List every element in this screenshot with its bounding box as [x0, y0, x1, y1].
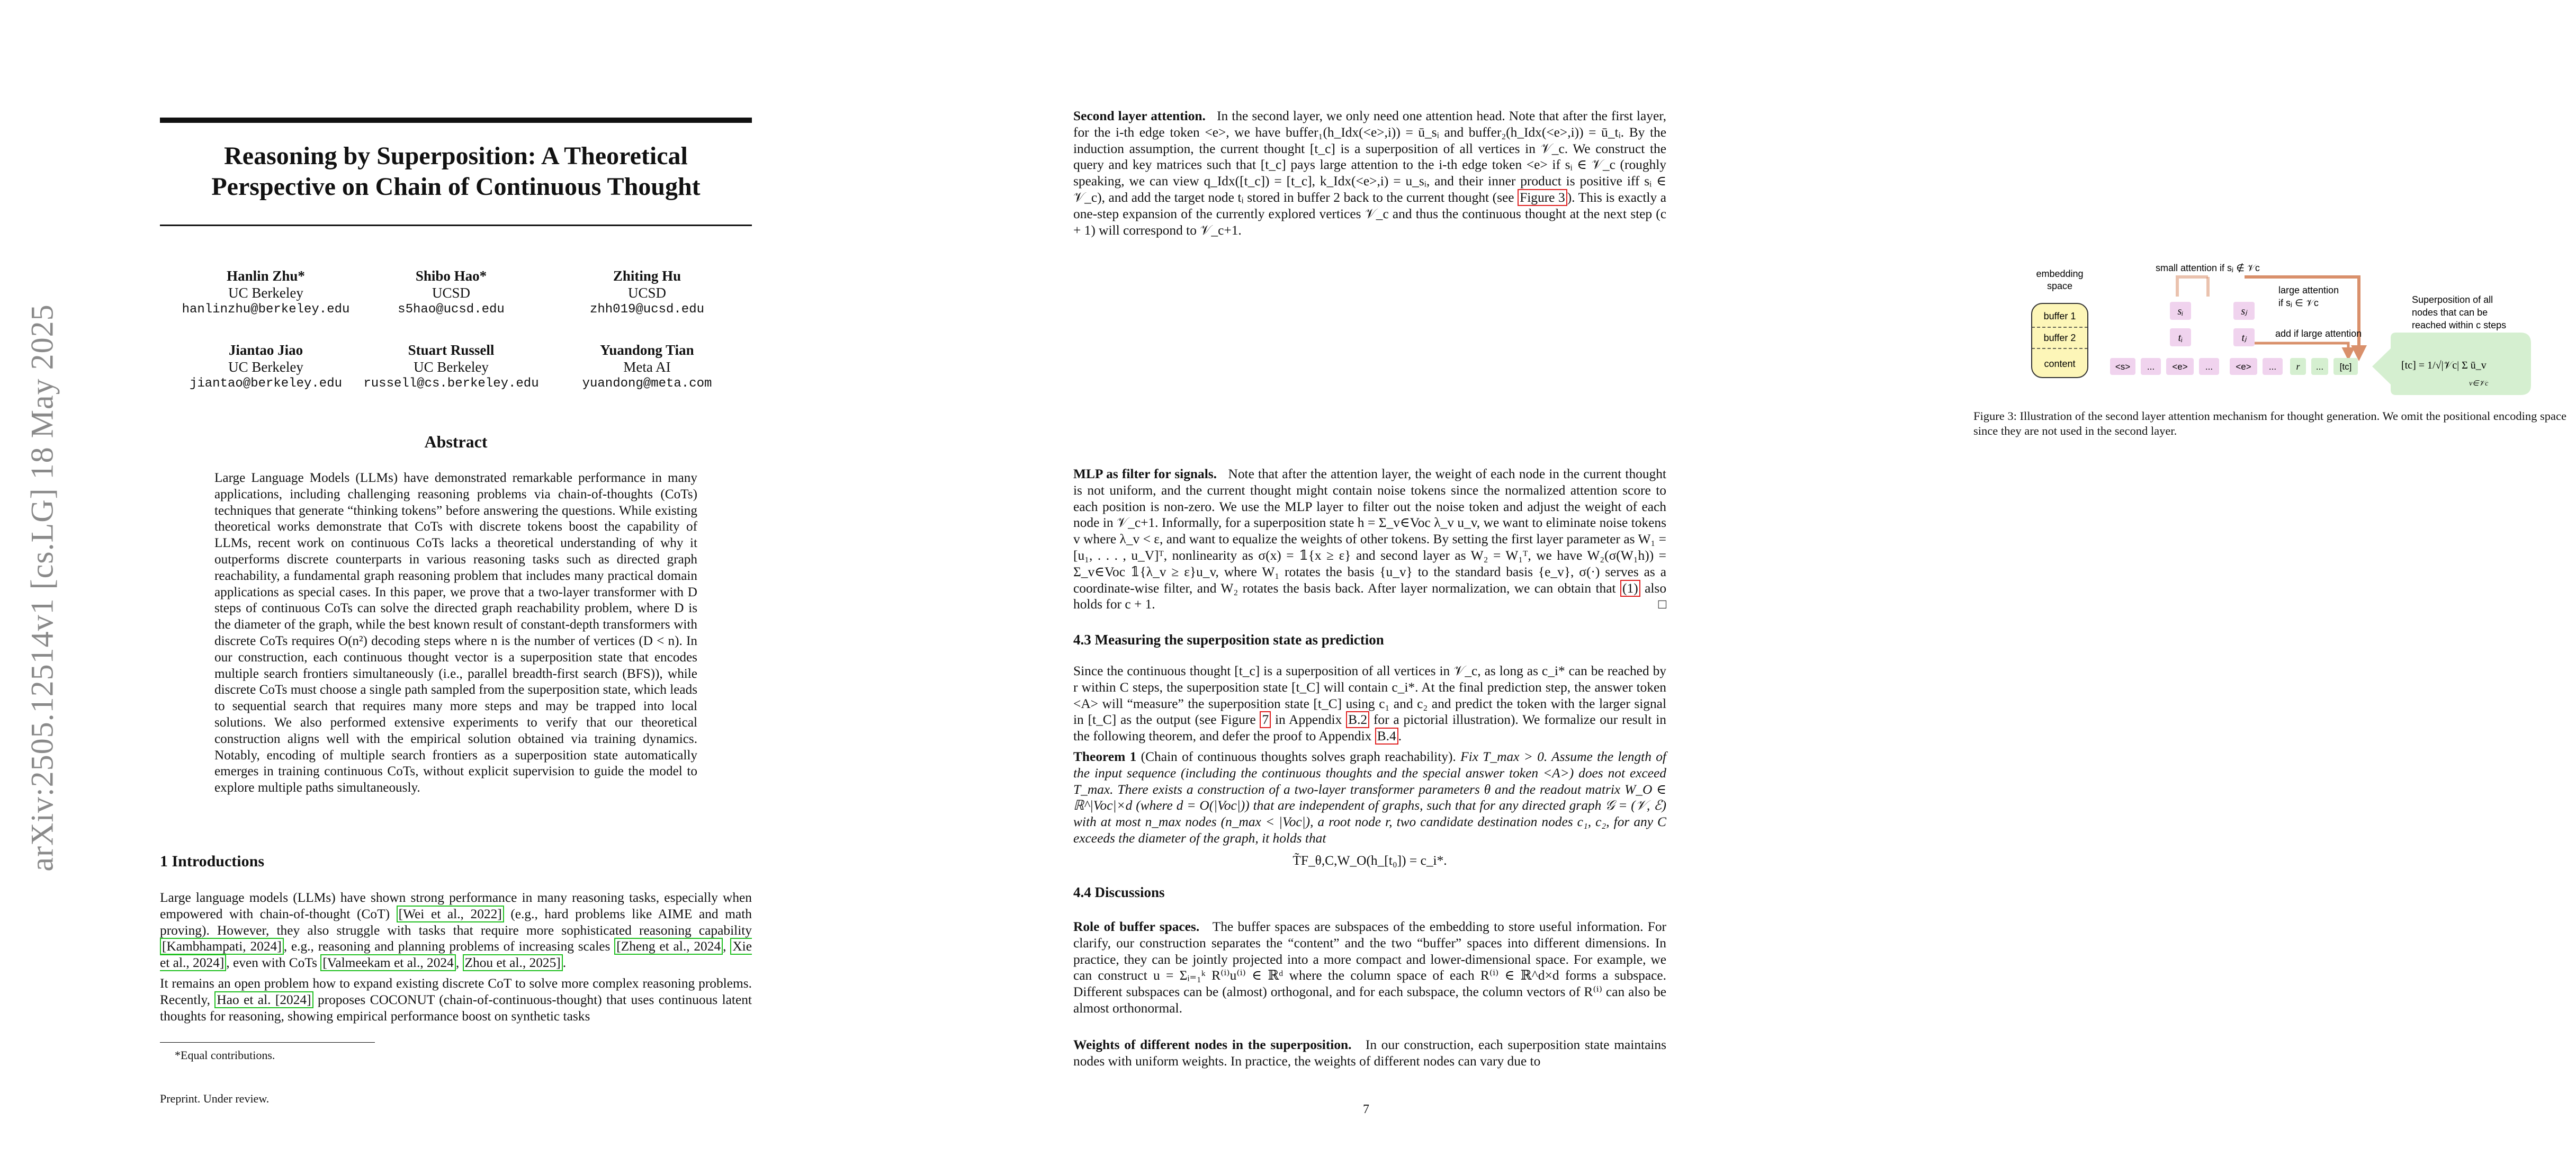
- author-email: hanlinzhu@berkeley.edu: [182, 302, 350, 317]
- intro-paragraph-2: It remains an open problem how to expand existing discrete CoT to solve more complex reasoning problems. Recently, Hao et al. [2024] proposes COCONUT (chain-of-continuous-thought) that uses continuous latent thoughts for reasoning, showing empirical performance boost on synthetic tasks: [160, 976, 752, 1024]
- citation-link[interactable]: Hao et al. [2024]: [214, 991, 313, 1008]
- embedding-label: embedding: [2036, 268, 2084, 279]
- svg-text:[tc]: [tc]: [2339, 362, 2352, 372]
- paper-title: [160, 141, 752, 202]
- author-name: Jiantao Jiao: [228, 342, 303, 358]
- mlp-paragraph: MLP as filter for signals. Note that after the attention layer, the weight of each node in the current thought is not uniform, and the current thought might contain noise tokens since the normalized attention score to each position is non-zero. We use the MLP layer to filter out the noise token and adjust the weight of each node in 𝒱_c+1. Informally, for a superposition state h = Σ_v∈Voc λ_v u_v, we want to eliminate noise tokens v where λ_v < ε, and want to equalize the weights of other tokens. By setting the first layer parameter as W₁ = [u₁, . . . , u_V]ᵀ, nonlinearity as σ(x) = 𝟙{x ≥ ε} and second layer as W₂ = W₁ᵀ, we have W₂(σ(W₁h)) = Σ_v∈Voc 𝟙{λ_v ≥ ε}u_v, where W₁ rotates the basis {u_v} to the standard basis {e_v}, σ(·) serves as a coordinate-wise filter, and W₂ rotates the basis back. After layer normalization, we can obtain that (1) also holds for c + 1. □: [1073, 467, 1667, 612]
- citation-link[interactable]: [Kambhampati, 2024]: [160, 938, 284, 955]
- svg-text:...: ...: [2147, 362, 2155, 372]
- author-name: Hanlin Zhu*: [227, 268, 305, 284]
- equation-reference-link[interactable]: (1): [1620, 580, 1640, 597]
- arxiv-stamp: [16, 304, 69, 872]
- left-page: [0, 0, 900, 1165]
- small-attention-label: small attention if sⱼ ∉ 𝒱c: [2156, 263, 2260, 273]
- author-block: [546, 267, 748, 318]
- add-arrow: [2255, 343, 2348, 358]
- figure-3-caption: Figure 3: Illustration of the second layer attention mechanism for thought generation. We omit the positional encoding space since they are not used in the second layer.: [1973, 409, 2566, 437]
- svg-text:<e>: <e>: [2236, 362, 2251, 372]
- embedding-label: space: [2047, 281, 2073, 291]
- svg-text:...: ...: [2205, 362, 2213, 372]
- svg-text:sⱼ: sⱼ: [2241, 306, 2247, 317]
- author-block: [351, 342, 552, 392]
- footnote-rule: [160, 1042, 375, 1043]
- author-affiliation: UC Berkeley: [228, 285, 303, 301]
- add-label: add if large attention: [2275, 328, 2362, 339]
- sec43-paragraph: Since the continuous thought [t_c] is a superposition of all vertices in 𝒱_c, as long as c_i* can be reached by r within C steps, the superposition state [t_C] will contain c_i*. At the final prediction step, the answer token <A> will “measure” the superposition state [t_C] using c₁ and c₂ and predict the token with the larger signal in [t_C] as the output (see Figure 7 in Appendix B.2 for a pictorial illustration). We formalize our result in the following theorem, and defer the proof to Appendix B.4 .: [1073, 664, 1666, 744]
- citation-link[interactable]: [Wei et al., 2022]: [397, 906, 504, 922]
- small-attention-arrow: [2177, 277, 2208, 297]
- page-number: 7: [1363, 1103, 1369, 1116]
- title-top-rule: [160, 118, 752, 123]
- preprint-note: Preprint. Under review.: [160, 1092, 270, 1105]
- appendix-reference-link[interactable]: B.4: [1375, 728, 1398, 745]
- citation-link[interactable]: Zhou et al., 2025]: [463, 954, 563, 971]
- author-affiliation: UCSD: [627, 285, 667, 301]
- weights-paragraph: Weights of different nodes in the superposition. In our construction, each superposition state maintains nodes with uniform weights. In practice, the weights of different nodes can vary due to: [1073, 1037, 1666, 1069]
- author-email: s5hao@ucsd.edu: [398, 302, 505, 317]
- citation-link[interactable]: Xie et al., 2024]: [160, 939, 752, 971]
- section-heading: 4.3 Measuring the superposition state as prediction: [1073, 632, 1384, 648]
- superposition-label: nodes that can be: [2412, 307, 2488, 318]
- svg-text:...: ...: [2315, 362, 2324, 372]
- author-block: [546, 342, 748, 392]
- svg-text:<s>: <s>: [2115, 362, 2131, 372]
- author-affiliation: UC Berkeley: [228, 359, 303, 375]
- figure-3-diagram: [2025, 258, 2576, 401]
- arxiv-identifier: arXiv:2505.12514v1 [cs.LG] 18 May 2025: [24, 304, 60, 872]
- appendix-reference-link[interactable]: B.2: [1346, 711, 1369, 728]
- figure-reference-link[interactable]: Figure 3: [1518, 189, 1567, 206]
- superposition-formula: [tc] = 1/√|𝒱c| Σ ū_v: [2401, 360, 2487, 371]
- theorem-equation: T̃F_θ,C,W_O(h_[t₀]) = c_i*.: [1293, 853, 1447, 868]
- qed-symbol: □: [1658, 597, 1666, 612]
- intro-paragraph-1: Large language models (LLMs) have shown strong performance in many reasoning tasks, especially when empowered with chain-of-thought (CoT) [Wei et al., 2022] (e.g., hard problems like AIME and math proving). However, they also struggle with tasks that require more sophisticated reasoning capability [Kambhampati, 2024] , e.g., reasoning and planning problems of increasing scales [Zheng et al., 2024 , Xie et al., 2024] , even with CoTs [Valmeekam et al., 2024 , Zhou et al., 2025] .: [160, 890, 752, 971]
- author-name: Zhiting Hu: [613, 268, 681, 284]
- author-affiliation: Meta AI: [623, 359, 671, 375]
- buffer-2-label: buffer 2: [2043, 333, 2076, 343]
- theorem-label: Theorem 1: [1073, 749, 1137, 764]
- svg-text:sᵢ: sᵢ: [2177, 306, 2184, 317]
- paragraph-heading: Weights of different nodes in the superposition.: [1073, 1037, 1352, 1052]
- title-bottom-rule: [160, 225, 752, 226]
- paragraph-heading: Role of buffer spaces.: [1073, 919, 1200, 934]
- author-email: zhh019@ucsd.edu: [589, 302, 705, 317]
- author-email: yuandong@meta.com: [582, 377, 712, 391]
- large-attention-label: large attention: [2278, 285, 2339, 295]
- figure-reference-link[interactable]: 7: [1260, 711, 1271, 728]
- svg-text:...: ...: [2268, 362, 2277, 372]
- citation-link[interactable]: [Valmeekam et al., 2024: [320, 954, 455, 971]
- buffer-1-label: buffer 1: [2043, 311, 2076, 321]
- svg-text:r: r: [2296, 361, 2300, 372]
- superposition-label: Superposition of all: [2412, 294, 2493, 305]
- paragraph-heading: MLP as filter for signals.: [1073, 467, 1217, 481]
- svg-text:<e>: <e>: [2172, 362, 2188, 372]
- superposition-label: reached within c steps: [2412, 320, 2507, 330]
- author-name: Stuart Russell: [408, 342, 495, 358]
- author-block: [351, 267, 552, 318]
- author-block: [165, 342, 366, 392]
- buffer-spaces-paragraph: Role of buffer spaces. The buffer spaces are subspaces of the embedding to store useful information. For clarify, our construction separates the “content” and the two “buffer” spaces into different dimensions. In practice, they can be jointly projected into a more compact and lower-dimensional space. For example, we can construct u = Σᵢ₌₁ᵏ R⁽ⁱ⁾u⁽ⁱ⁾ ∈ ℝᵈ where the column space of each R⁽ⁱ⁾ ∈ ℝ^d×d forms a subspace. Different subspaces can be (almost) orthogonal, and for each subspace, the column vectors of R⁽ⁱ⁾ can also be almost orthonormal.: [1073, 919, 1667, 1016]
- author-name: Shibo Hao*: [415, 268, 487, 284]
- svg-text:tⱼ: tⱼ: [2241, 332, 2247, 344]
- author-affiliation: UC Berkeley: [414, 359, 489, 375]
- abstract-heading: Abstract: [424, 432, 488, 451]
- content-label: content: [2044, 359, 2076, 369]
- title-line-1: Reasoning by Superposition: A Theoretical: [224, 142, 688, 170]
- large-attention-label: if sⱼ ∈ 𝒱c: [2278, 298, 2319, 308]
- abstract-text: Large Language Models (LLMs) have demonstrated remarkable performance in many applications, including challenging reasoning problems via chain-of-thoughts (CoTs) techniques that generate “thinking tokens” before answering the questions. While existing theoretical works demonstrate that CoTs with discrete tokens boost the capability of LLMs, recent work on continuous CoTs lacks a theoretical understanding of why it outperforms discrete counterparts in various reasoning tasks such as directed graph reachability, a fundamental graph reasoning problem that includes many practical domain applications as special cases. In this paper, we prove that a two-layer transformer with D steps of continuous CoTs can solve the directed graph reachability problem, where D is the diameter of the graph, while the best known result of constant-depth transformers with discrete CoTs requires O(n²) decoding steps where n is the number of vertices (D < n). In our construction, each continuous thought vector is a superposition state that encodes multiple search frontiers simultaneously (i.e., parallel breadth-first search (BFS)), while discrete CoTs must choose a single path sampled from the superposition state, which leads to sequential search that requires many more steps and may be trapped into local solutions. We also performed extensive experiments to verify that our theoretical construction aligns well with the empirical solution obtained via training dynamics. Notably, encoding of multiple search frontiers as a superposition state automatically emerges in training continuous CoTs, without explicit supervision to guide the model to explore multiple paths simultaneously.: [214, 471, 697, 795]
- theorem-1: [1073, 749, 1666, 847]
- superposition-formula-subscript: v∈𝒱c: [2469, 380, 2489, 388]
- author-block: [165, 267, 366, 318]
- section-heading: 1 Introductions: [160, 853, 264, 870]
- svg-text:tᵢ: tᵢ: [2178, 332, 2183, 344]
- theorem-name: (Chain of continuous thoughts solves graph reachability).: [1141, 749, 1456, 764]
- section-heading: 4.4 Discussions: [1073, 884, 1165, 900]
- theorem-statement: Fix T_max > 0. Assume the length of the input sequence (including the continuous thoughts and the special answer token <A>) does not exceed T_max. There exists a construction of a two-layer transformer parameters θ and the readout matrix W_O ∈ ℝ^|Voc|×d (where d = O(|Voc|)) that are independent of graphs, such that for any directed graph 𝒢 = (𝒱, ℰ) with at most n_max nodes (n_max < |Voc|), a root node r, two candidate destination nodes c₁, c₂, for any C exceeds the diameter of the graph, it holds that: [1073, 749, 1666, 846]
- title-line-2: Perspective on Chain of Continuous Thought: [211, 173, 701, 201]
- author-affiliation: UCSD: [432, 285, 471, 301]
- author-name: Yuandong Tian: [600, 342, 694, 358]
- author-email: jiantao@berkeley.edu: [189, 377, 343, 391]
- paragraph-heading: Second layer attention.: [1073, 109, 1206, 123]
- author-email: russell@cs.berkeley.edu: [363, 377, 539, 391]
- citation-link[interactable]: [Zheng et al., 2024: [614, 938, 723, 955]
- right-page: [900, 0, 2566, 1165]
- footnote: *Equal contributions.: [175, 1048, 275, 1062]
- second-layer-paragraph: Second layer attention. In the second layer, we only need one attention head. Note that after the first layer, for the i-th edge token <e>, we have buffer₁(h_Idx(<e>,i)) = ū_sᵢ and buffer₂(h_Idx(<e>,i)) = ū_tᵢ. By the induction assumption, the current thought [t_c] is a superposition of all vertices in 𝒱_c. We construct the query and key matrices such that [t_c] pays large attention to the i-th edge token <e> if sᵢ ∈ 𝒱_c (roughly speaking, we can view q_Idx([t_c]) = [t_c], k_Idx(<e>,i) = u_sᵢ, and their inner product is positive iff sᵢ ∈ 𝒱_c), and add the target node tᵢ stored in buffer 2 back to the current thought (see Figure 3 ). This is exactly a one-step expansion of the currently explored vertices 𝒱_c and thus the continuous thought at the next step (c + 1) will correspond to 𝒱_c+1.: [1073, 109, 1666, 238]
